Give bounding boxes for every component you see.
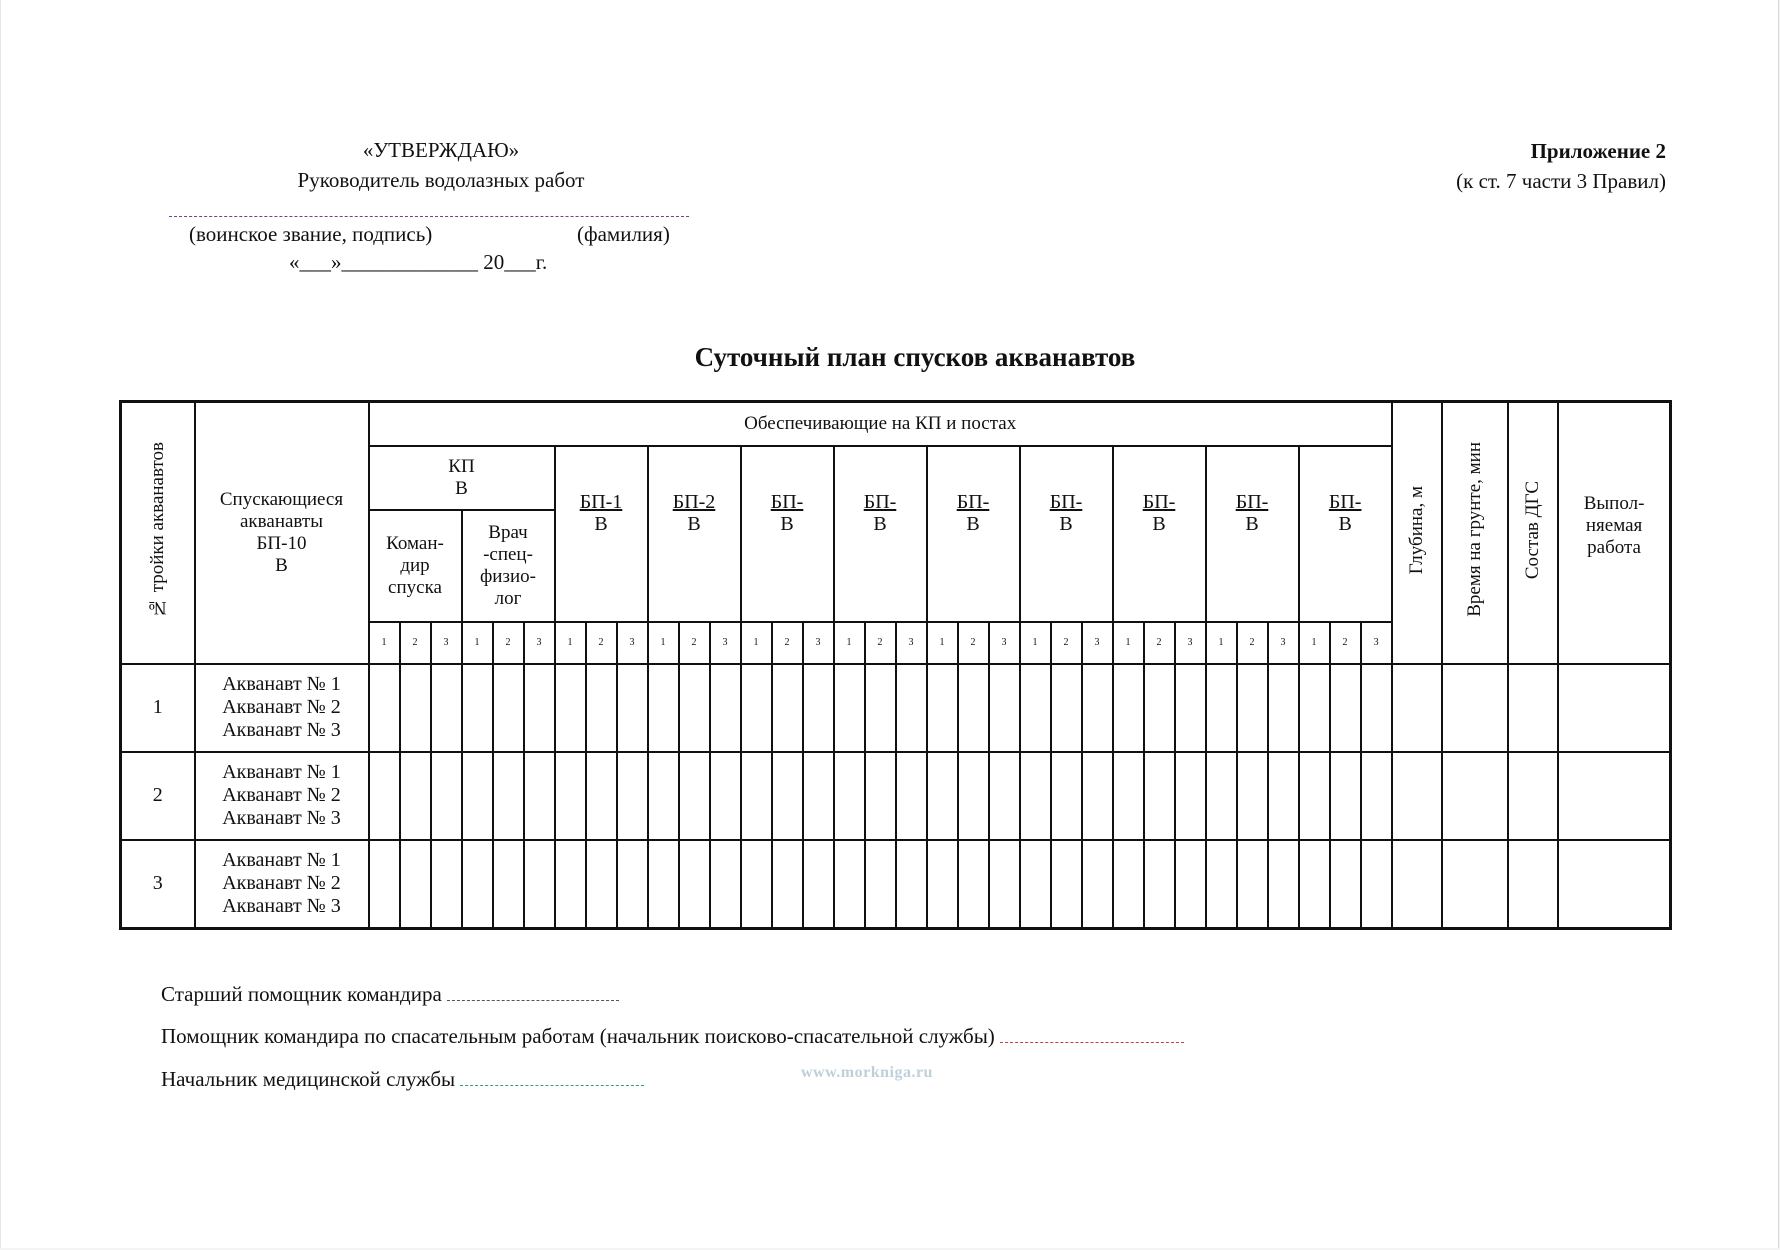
table-row xyxy=(121,664,1671,752)
table-cell[interactable] xyxy=(1442,752,1508,840)
rank-signature-caption: (воинское звание, подпись) xyxy=(189,222,433,246)
header-sub-number: 2 xyxy=(1051,622,1082,664)
header-sub-number: 2 xyxy=(493,622,524,664)
table-cell[interactable] xyxy=(834,840,865,929)
appendix-block xyxy=(1456,136,1666,196)
header-post-8 xyxy=(1206,446,1299,622)
table-cell[interactable] xyxy=(1508,752,1558,840)
header-sub-number: 3 xyxy=(431,622,462,664)
header-sub-number: 1 xyxy=(648,622,679,664)
table-cell[interactable] xyxy=(772,752,803,840)
header-post-2 xyxy=(648,446,741,622)
table-cell[interactable] xyxy=(555,840,586,929)
table-cell[interactable] xyxy=(462,840,493,929)
aquanaut-list xyxy=(195,752,369,840)
document-title: Суточный план спусков акванавтов xyxy=(694,342,1136,372)
table-cell[interactable] xyxy=(369,752,400,840)
triple-number: 2 xyxy=(121,752,195,840)
header-post-6 xyxy=(1020,446,1113,622)
header-post-sublabel: В xyxy=(594,512,608,535)
table-cell[interactable] xyxy=(1268,664,1299,752)
table-cell[interactable] xyxy=(400,664,431,752)
header-sub-number: 3 xyxy=(803,622,834,664)
table-cell[interactable] xyxy=(493,840,524,929)
header-sub-number: 2 xyxy=(400,622,431,664)
header-post-label: БП- xyxy=(1049,490,1083,513)
table-cell[interactable] xyxy=(431,664,462,752)
header-sub-number: 3 xyxy=(710,622,741,664)
header-post-7 xyxy=(1113,446,1206,622)
table-cell[interactable] xyxy=(803,664,834,752)
header-kp-doctor xyxy=(462,510,555,622)
table-cell[interactable] xyxy=(1299,664,1330,752)
header-post-label: БП- xyxy=(770,490,804,513)
header-sub-number: 3 xyxy=(989,622,1020,664)
table-cell[interactable] xyxy=(617,840,648,929)
header-sub-number: 1 xyxy=(555,622,586,664)
header-sub-number: 1 xyxy=(462,622,493,664)
table-cell[interactable] xyxy=(679,752,710,840)
header-sub-number: 1 xyxy=(1206,622,1237,664)
header-support-staff: Обеспечивающие на КП и постах xyxy=(369,402,1392,446)
table-cell[interactable] xyxy=(865,840,896,929)
table-cell[interactable] xyxy=(1268,840,1299,929)
table-cell[interactable] xyxy=(1508,840,1558,929)
table-cell[interactable] xyxy=(1113,664,1144,752)
aquanaut-name: Акванавт № 2 xyxy=(222,784,341,807)
header-post-label: БП-2 xyxy=(672,490,716,513)
table-cell[interactable] xyxy=(772,664,803,752)
table-cell[interactable] xyxy=(1237,840,1268,929)
aquanaut-name: Акванавт № 1 xyxy=(222,761,341,784)
header-kp xyxy=(369,446,555,510)
header-gas-mix-text: Состав ДГС xyxy=(1521,480,1543,579)
table-cell[interactable] xyxy=(555,752,586,840)
header-work xyxy=(1558,402,1671,664)
table-cell[interactable] xyxy=(1237,664,1268,752)
header-post-label: БП- xyxy=(1328,490,1362,513)
table-cell[interactable] xyxy=(710,840,741,929)
table-cell[interactable] xyxy=(1330,752,1361,840)
header-kp-doctor-line: Врач xyxy=(488,521,528,543)
table-cell[interactable] xyxy=(1268,752,1299,840)
table-cell[interactable] xyxy=(1113,840,1144,929)
aquanaut-name: Акванавт № 1 xyxy=(222,849,341,872)
header-post-5 xyxy=(927,446,1020,622)
signature-blank[interactable] xyxy=(447,1000,619,1001)
table-cell[interactable] xyxy=(1558,840,1671,929)
table-cell[interactable] xyxy=(1175,664,1206,752)
header-kp-doctor-line: -спец- xyxy=(483,543,533,565)
signature-label: Начальник медицинской службы xyxy=(161,1067,456,1091)
aquanaut-name: Акванавт № 3 xyxy=(222,807,341,830)
header-work-line: няемая xyxy=(1585,515,1643,536)
table-cell[interactable] xyxy=(1392,664,1442,752)
header-sub-number: 2 xyxy=(586,622,617,664)
header-sub-number: 3 xyxy=(1361,622,1392,664)
aquanaut-name: Акванавт № 2 xyxy=(222,872,341,895)
header-descending-line: Спускающиеся xyxy=(219,488,344,510)
table-cell[interactable] xyxy=(1144,664,1175,752)
table-row xyxy=(121,840,1671,929)
header-kp-line: КП xyxy=(448,455,475,477)
header-post-sublabel: В xyxy=(1059,512,1073,535)
header-post-label: БП- xyxy=(863,490,897,513)
dive-plan-table xyxy=(119,400,1672,930)
header-sub-number: 1 xyxy=(927,622,958,664)
header-descending-line: БП-10 xyxy=(256,532,307,554)
header-kp-doctor-line: лог xyxy=(494,587,522,609)
header-sub-number: 2 xyxy=(958,622,989,664)
header-descending-line: акванавты xyxy=(240,510,323,532)
header-kp-line: В xyxy=(455,477,468,499)
table-cell[interactable] xyxy=(369,664,400,752)
header-bottom-time-text: Время на грунте, мин xyxy=(1463,442,1485,618)
table-cell[interactable] xyxy=(1558,752,1671,840)
table-cell[interactable] xyxy=(834,752,865,840)
table-cell[interactable] xyxy=(1206,752,1237,840)
aquanaut-name: Акванавт № 2 xyxy=(222,696,341,719)
header-post-sublabel: В xyxy=(1152,512,1166,535)
table-cell[interactable] xyxy=(1361,840,1392,929)
triple-number: 3 xyxy=(121,840,195,929)
table-cell[interactable] xyxy=(710,752,741,840)
header-sub-number: 1 xyxy=(369,622,400,664)
watermark: www.morkniga.ru xyxy=(801,1064,933,1081)
aquanaut-name: Акванавт № 3 xyxy=(222,895,341,918)
header-depth xyxy=(1392,402,1442,664)
table-cell[interactable] xyxy=(493,752,524,840)
header-sub-number: 1 xyxy=(1113,622,1144,664)
table-cell[interactable] xyxy=(958,752,989,840)
table-cell[interactable] xyxy=(431,752,462,840)
table-cell[interactable] xyxy=(586,664,617,752)
header-sub-number: 2 xyxy=(1330,622,1361,664)
table-cell[interactable] xyxy=(803,840,834,929)
table-cell[interactable] xyxy=(741,840,772,929)
appendix-title: Приложение 2 xyxy=(1530,139,1666,163)
table-cell[interactable] xyxy=(1175,840,1206,929)
header-sub-number: 2 xyxy=(772,622,803,664)
header-post-label: БП- xyxy=(1235,490,1269,513)
header-sub-number: 2 xyxy=(679,622,710,664)
table-cell[interactable] xyxy=(462,752,493,840)
table-cell[interactable] xyxy=(1082,840,1113,929)
table-cell[interactable] xyxy=(989,664,1020,752)
header-bottom-time xyxy=(1442,402,1508,664)
header-sub-number: 2 xyxy=(1144,622,1175,664)
signature-line xyxy=(169,216,689,217)
header-post-3 xyxy=(741,446,834,622)
table-cell[interactable] xyxy=(896,664,927,752)
table-cell[interactable] xyxy=(1392,752,1442,840)
header-kp-commander-line: дир xyxy=(400,554,430,576)
table-cell[interactable] xyxy=(1020,752,1051,840)
table-cell[interactable] xyxy=(896,840,927,929)
aquanaut-name: Акванавт № 3 xyxy=(222,719,341,742)
header-post-label: БП- xyxy=(956,490,990,513)
table-cell[interactable] xyxy=(1330,840,1361,929)
aquanaut-name: Акванавт № 1 xyxy=(222,673,341,696)
table-cell[interactable] xyxy=(1299,752,1330,840)
triple-number: 1 xyxy=(121,664,195,752)
table-cell[interactable] xyxy=(834,664,865,752)
header-kp-commander xyxy=(369,510,462,622)
header-triple-number-text: № тройки акванавтов xyxy=(146,441,168,618)
header-sub-number: 2 xyxy=(1237,622,1268,664)
header-kp-doctor-line: физио- xyxy=(480,565,536,587)
header-kp-commander-line: спуска xyxy=(388,576,442,598)
header-sub-number: 3 xyxy=(524,622,555,664)
approval-date-line: «___»_____________ 20___г. xyxy=(289,250,548,274)
table-cell[interactable] xyxy=(524,840,555,929)
signature-blank[interactable] xyxy=(1000,1042,1184,1043)
table-cell[interactable] xyxy=(1558,664,1671,752)
header-sub-number: 3 xyxy=(1268,622,1299,664)
table-cell[interactable] xyxy=(741,664,772,752)
header-sub-number: 3 xyxy=(1082,622,1113,664)
table-cell[interactable] xyxy=(927,840,958,929)
header-sub-number: 2 xyxy=(865,622,896,664)
header-post-sublabel: В xyxy=(780,512,794,535)
table-cell[interactable] xyxy=(1144,840,1175,929)
table-cell[interactable] xyxy=(1442,840,1508,929)
table-cell[interactable] xyxy=(369,840,400,929)
table-cell[interactable] xyxy=(1392,840,1442,929)
table-cell[interactable] xyxy=(524,664,555,752)
approval-role: Руководитель водолазных работ xyxy=(297,168,585,192)
table-cell[interactable] xyxy=(1299,840,1330,929)
table-cell[interactable] xyxy=(1206,840,1237,929)
table-row xyxy=(121,752,1671,840)
header-post-sublabel: В xyxy=(687,512,701,535)
table-cell[interactable] xyxy=(586,840,617,929)
header-post-4 xyxy=(834,446,927,622)
aquanaut-list xyxy=(195,664,369,752)
table-cell[interactable] xyxy=(1051,664,1082,752)
table-cell[interactable] xyxy=(896,752,927,840)
header-sub-number: 1 xyxy=(1020,622,1051,664)
table-cell[interactable] xyxy=(493,664,524,752)
table-cell[interactable] xyxy=(617,752,648,840)
table-cell[interactable] xyxy=(710,664,741,752)
header-triple-number xyxy=(121,402,195,664)
header-sub-number: 3 xyxy=(896,622,927,664)
header-kp-commander-line: Коман- xyxy=(386,532,444,554)
table-cell[interactable] xyxy=(1113,752,1144,840)
surname-caption: (фамилия) xyxy=(577,222,670,246)
header-sub-number: 3 xyxy=(1175,622,1206,664)
header-post-9 xyxy=(1299,446,1392,622)
header-sub-number: 1 xyxy=(741,622,772,664)
header-work-line: Выпол- xyxy=(1583,493,1645,514)
table-cell[interactable] xyxy=(1082,664,1113,752)
aquanaut-list xyxy=(195,840,369,929)
header-descending-aquanauts xyxy=(195,402,369,664)
table-cell[interactable] xyxy=(524,752,555,840)
table-cell[interactable] xyxy=(1144,752,1175,840)
header-post-label: БП-1 xyxy=(579,490,623,513)
appendix-reference: (к ст. 7 части 3 Правил) xyxy=(1456,169,1666,193)
signature-rescue-assistant xyxy=(161,1024,1184,1049)
table-cell[interactable] xyxy=(462,664,493,752)
table-cell[interactable] xyxy=(1051,752,1082,840)
header-depth-text: Глубина, м xyxy=(1405,485,1427,574)
table-cell[interactable] xyxy=(1020,840,1051,929)
table-cell[interactable] xyxy=(1361,664,1392,752)
header-post-sublabel: В xyxy=(873,512,887,535)
table-cell[interactable] xyxy=(1051,840,1082,929)
signature-blank[interactable] xyxy=(460,1085,644,1086)
table-cell[interactable] xyxy=(865,752,896,840)
table-cell[interactable] xyxy=(958,840,989,929)
table-cell[interactable] xyxy=(1020,664,1051,752)
table-cell[interactable] xyxy=(741,752,772,840)
table-cell[interactable] xyxy=(772,840,803,929)
signature-medical-chief xyxy=(161,1067,644,1092)
approval-title: «УТВЕРЖДАЮ» xyxy=(362,138,520,162)
header-descending-line: В xyxy=(275,554,288,576)
table-cell[interactable] xyxy=(1206,664,1237,752)
header-gas-mix xyxy=(1508,402,1558,664)
table-cell[interactable] xyxy=(400,840,431,929)
table-cell[interactable] xyxy=(555,664,586,752)
header-post-1 xyxy=(555,446,648,622)
table-cell[interactable] xyxy=(586,752,617,840)
signature-label: Помощник командира по спасательным работам (начальник поисково-спасательной службы) xyxy=(161,1024,995,1048)
header-post-sublabel: В xyxy=(1245,512,1259,535)
table-cell[interactable] xyxy=(803,752,834,840)
table-cell[interactable] xyxy=(1237,752,1268,840)
header-sub-number: 1 xyxy=(834,622,865,664)
table-cell[interactable] xyxy=(927,664,958,752)
table-cell[interactable] xyxy=(865,664,896,752)
table-cell[interactable] xyxy=(1082,752,1113,840)
header-post-sublabel: В xyxy=(966,512,980,535)
table-cell[interactable] xyxy=(431,840,462,929)
table-cell[interactable] xyxy=(679,664,710,752)
table-cell[interactable] xyxy=(648,752,679,840)
header-post-label: БП- xyxy=(1142,490,1176,513)
table-cell[interactable] xyxy=(1330,664,1361,752)
signature-senior-assistant xyxy=(161,982,619,1007)
header-sub-number: 3 xyxy=(617,622,648,664)
table-cell[interactable] xyxy=(989,840,1020,929)
table-cell[interactable] xyxy=(1175,752,1206,840)
table-cell[interactable] xyxy=(1442,664,1508,752)
table-cell[interactable] xyxy=(617,664,648,752)
table-cell[interactable] xyxy=(989,752,1020,840)
table-cell[interactable] xyxy=(927,752,958,840)
table-cell[interactable] xyxy=(648,664,679,752)
header-work-line: работа xyxy=(1587,537,1641,558)
table-cell[interactable] xyxy=(648,840,679,929)
table-cell[interactable] xyxy=(1361,752,1392,840)
header-sub-number: 1 xyxy=(1299,622,1330,664)
signature-label: Старший помощник командира xyxy=(161,982,442,1006)
table-cell[interactable] xyxy=(1508,664,1558,752)
table-cell[interactable] xyxy=(958,664,989,752)
table-cell[interactable] xyxy=(400,752,431,840)
header-post-sublabel: В xyxy=(1338,512,1352,535)
table-cell[interactable] xyxy=(679,840,710,929)
